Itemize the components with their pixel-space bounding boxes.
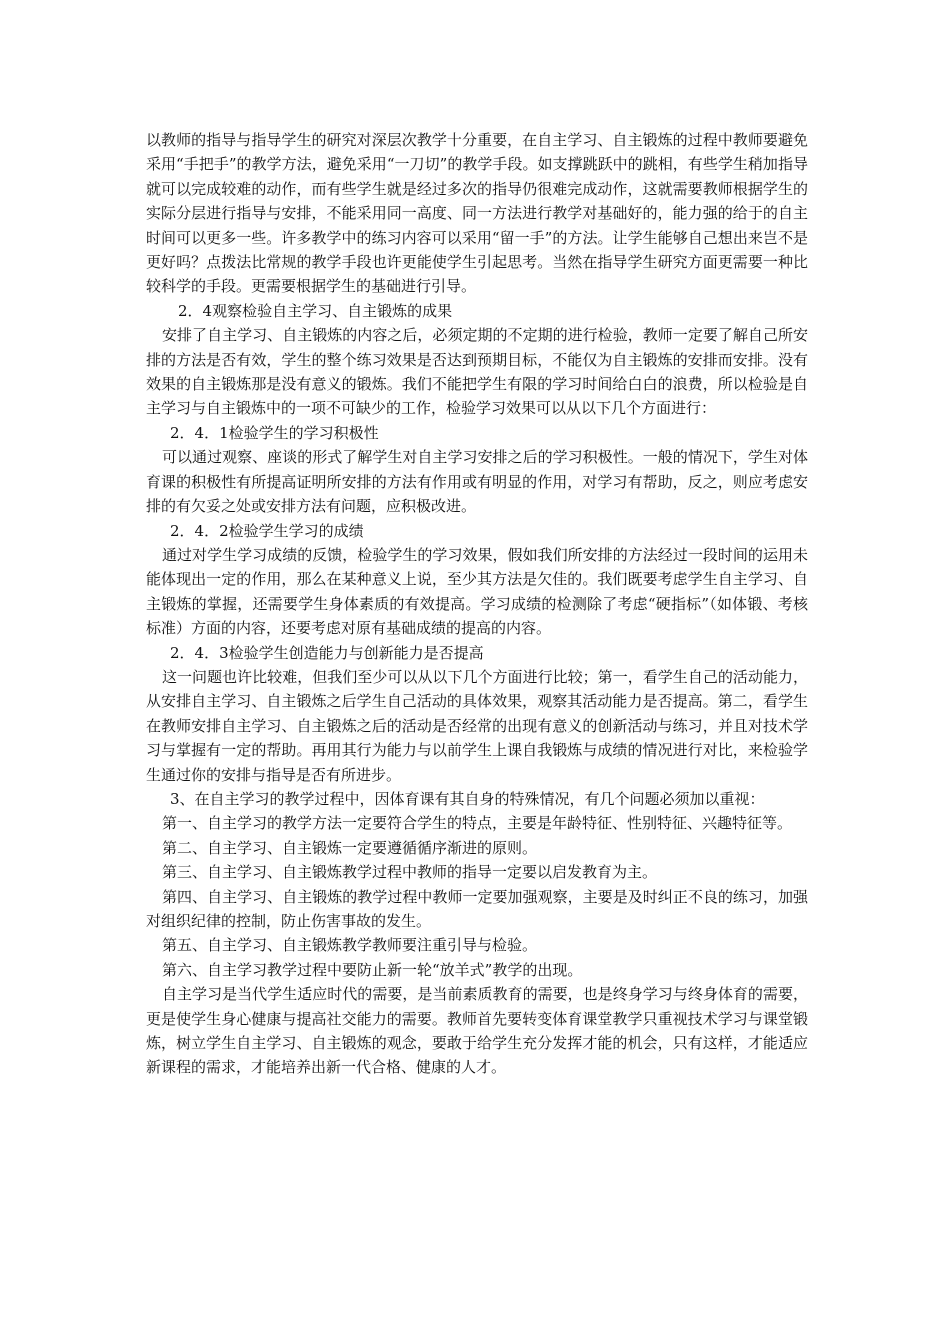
list-item-sixth: 第六、自主学习教学过程中要防止新一轮“放羊式”教学的出现。 [162,960,583,979]
paragraph-teacher-guidance: 以教师的指导与指导学生的研究对深层次教学十分重要，在自主学习、自主锻炼的过程中教师要避免采用“手把手”的教学方法，避免采用“一刀切”的教学手段。如支撑跳跃中的跳相，有些学生稍加指导就可以完成较难的动作，而有些学生就是经过多次的指导仍很难完成动作，这就需要教师根据学生的实际分层进行指导与安排，不能采用同一高度、同一方法进行教学对基础好的，能力强的给于的自主时间可以更多一些。许多教学中的练习内容可以采用“留一手”的方法。让学生能够自己想出来岂不是更好吗？点拨法比常规的教学手段也许更能使学生引起思考。当然在指导学生研究方面更需要一种比较科学的手段。更需要根据学生的基础进行引导。 [146,131,808,296]
paragraph-inspection: 安排了自主学习、自主锻炼的内容之后，必须定期的不定期的进行检验，教师一定要了解自己所安排的方法是否有效，学生的整个练习效果是否达到预期目标，不能仅为自主锻炼的安排而安排。没有效果的自主锻炼那是没有意义的锻炼。我们不能把学生有限的学习时间给白白的浪费，所以检验是自主学习与自主锻炼中的一项不可缺少的工作，检验学习效果可以从以下几个方面进行： [146,326,808,418]
document-body [146,128,808,1080]
list-item-fourth: 第四、自主学习、自主锻炼的教学过程中教师一定要加强观察，主要是及时纠正不良的练习，加强对组织纪律的控制，防止伤害事故的发生。 [146,887,808,930]
heading-2-4-2: 2．4．2检验学生学习的成绩 [170,521,364,540]
paragraph-conclusion: 自主学习是当代学生适应时代的需要，是当前素质教育的需要，也是终身学习与终身体育的需要，更是使学生身心健康与提高社交能力的需要。教师首先要转变体育课堂教学只重视技术学习与课堂锻炼，树立学生自主学习、自主锻炼的观念，要敢于给学生充分发挥才能的机会，只有这样，才能适应新课程的需求，才能培养出新一代合格、健康的人才。 [146,985,808,1077]
heading-2-4-1: 2．4．1检验学生的学习积极性 [170,423,379,442]
list-item-third: 第三、自主学习、自主锻炼教学过程中教师的指导一定要以启发教育为主。 [162,863,658,882]
heading-3: 3、在自主学习的教学过程中，因体育课有其自身的特殊情况，有几个问题必须加以重视： [170,789,765,808]
list-item-first: 第一、自主学习的教学方法一定要符合学生的特点，主要是年龄特征、性别特征、兴趣特征等。 [162,814,793,833]
heading-2-4-3: 2．4．3检验学生创造能力与创新能力是否提高 [170,643,484,662]
paragraph-enthusiasm: 可以通过观察、座谈的形式了解学生对自主学习安排之后的学习积极性。一般的情况下，学生对体育课的积极性有所提高证明所安排的方法有作用或有明显的作用，对学习有帮助，反之，则应考虑安排的有欠妥之处或安排方法有问题，应积极改进。 [146,448,808,516]
paragraph-creativity: 这一问题也许比较难，但我们至少可以从以下几个方面进行比较；第一，看学生自己的活动能力，从安排自主学习、自主锻炼之后学生自己活动的具体效果，观察其活动能力是否提高。第二，看学生在教师安排自主学习、自主锻炼之后的活动是否经常的出现有意义的创新活动与练习，并且对技术学习与掌握有一定的帮助。再用其行为能力与以前学生上课自我锻炼与成绩的情况进行对比，来检验学生通过你的安排与指导是否有所进步。 [146,667,808,784]
list-item-second: 第二、自主学习、自主锻炼一定要遵循循序渐进的原则。 [162,838,538,857]
paragraph-grades: 通过对学生学习成绩的反馈，检验学生的学习效果，假如我们所安排的方法经过一段时间的运用未能体现出一定的作用，那么在某种意义上说，至少其方法是欠佳的。我们既要考虑学生自主学习、自主锻炼的掌握，还需要学生身体素质的有效提高。学习成绩的检测除了考虑“硬指标”（如体锻、考核标准）方面的内容，还要考虑对原有基础成绩的提高的内容。 [146,545,808,638]
heading-2-4: 2．4观察检验自主学习、自主锻炼的成果 [178,301,453,320]
list-item-fifth: 第五、自主学习、自主锻炼教学教师要注重引导与检验。 [162,936,538,955]
